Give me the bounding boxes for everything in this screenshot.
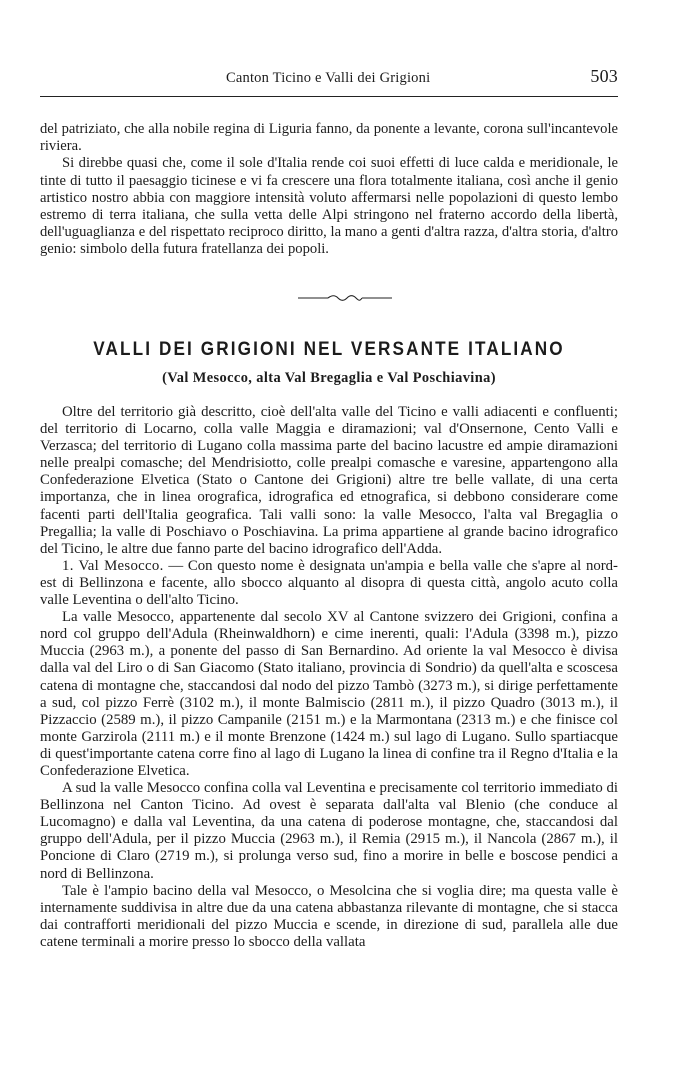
intro-text [40, 121, 618, 259]
item-heading: 1. Val Mesocco. [62, 557, 164, 574]
page-number: 503 [590, 66, 618, 86]
intro-paragraph: Si direbbe quasi che, come il sole d'Italia rende coi suoi effetti di luce calda e meridionale, le tinte di tutto il paesaggio ticinese e vi fa crescere una flora totalmente italiana, così anche il genio artistico nostro abbia con maggiore intensità voluto affermarsi nelle popolazioni di questo lembo estremo di terra italiana, che sulla vetta delle Alpi stringono nel fraterno accordo della libertà, dell'uguaglianza e del rispettato reciproco diritto, la mano a genti d'altra razza, d'altra storia, d'altro genio: simbolo della futura fratellanza dei popoli. [40, 155, 618, 258]
section-divider-ornament [298, 294, 392, 302]
running-title: Canton Ticino e Valli dei Grigioni [226, 70, 431, 86]
body-paragraph: A sud la valle Mesocco confina colla val Leventina e precisamente col territorio immediato di Bellinzona nel Canton Ticino. Ad ovest è separata dall'alta val Blenio (che conduce al Lucomagno) e dalla val Leventina, da una catena di poderose montagne, che, staccandosi dal gruppo dell'Adula, per il pizzo Muccia (2963 m.), il Remia (2915 m.), il Nancola (2867 m.), il Poncione di Claro (2719 m.), si prolunga verso sud, fino a morire in belle e boscose pendici a nord di Bellinzona. [40, 780, 618, 882]
numbered-item-paragraph [40, 558, 618, 609]
body-paragraph: Oltre del territorio già descritto, cioè dell'alta valle del Ticino e valli adiacenti e confluenti; del territorio di Locarno, colla valle Maggia e diramazioni; val d'Onsernone, Cento Valli e Verzasca; del territorio di Lugano colla massima parte del bacino lacustre ed ampie diramazioni nelle prealpi comasche; del Mendrisiotto, colle prealpi comasche e varesine, appartengono alla Confederazione Elvetica (Stato o Cantone dei Grigioni) altre tre belle vallate, di una certa importanza, che in linea orografica, idrografica ed etnografica, si debbono considerare come facenti parti dell'Italia geografica. Tali valli sono: la valle Mesocco, l'alta val Bregaglia o Pregallia; la valle di Poschiavo o Poschiavina. La prima appartiene al grande bacino idrografico del Ticino, le altre due fanno parte del bacino idrografico dell'Adda. [40, 404, 618, 557]
header-rule [40, 96, 618, 97]
item-text: — Con questo nome è designata un'ampia e bella valle che s'apre al nord-est di Bellinzona e facente, allo sbocco alquanto al disopra di questa città, angolo acuto colla valle Leventina o dell'alto Ticino. [40, 557, 618, 609]
body-paragraph: La valle Mesocco, appartenente dal secolo XV al Cantone svizzero dei Grigioni, confina a nord col gruppo dell'Adula (Rheinwaldhorn) e cime inerenti, quali: l'Adula (3398 m.), pizzo Muccia (2963 m.), a ponente del passo di San Bernardino. Ad oriente la val Mesocco è divisa dalla val del Liro o di San Giacomo (Stato italiano, provincia di Sondrio) da quell'alta e scoscesa catena di montagne che, staccandosi dal nodo del pizzo Tambò (3273 m.), si dirige perfettamente a sud, col pizzo Ferrè (3102 m.), il monte Balmiscio (2811 m.), il pizzo Quadro (3013 m.), il Pizzaccio (2589 m.), il pizzo Campanile (2151 m.) e la Marmontana (2313 m.) e che finisce col monte Garzirola (2111 m.) e il monte Brenzone (1424 m.) sul lago di Lugano. Sullo spartiacque di quest'importante catena corre fino al lago di Lugano la linea di confine tra il Regno d'Italia e la Confederazione Elvetica. [40, 609, 618, 779]
section-title: VALLI DEI GRIGIONI NEL VERSANTE ITALIANO [93, 338, 565, 360]
section-subtitle: (Val Mesocco, alta Val Bregaglia e Val Poschiavina) [162, 370, 496, 386]
section-body [40, 404, 618, 951]
body-paragraph: Tale è l'ampio bacino della val Mesocco, o Mesolcina che si voglia dire; ma questa valle è internamente suddivisa in altre due da una catena abbastanza rilevante di montagne, che si stacca dai contrafforti meridionali del pizzo Muccia e scende, in direzione di sud, parallela alle due catene terminali a morire presso lo sbocco della vallata [40, 882, 618, 950]
intro-paragraph-continued: del patriziato, che alla nobile regina di Liguria fanno, da ponente a levante, corona sull'incantevole riviera. [40, 121, 618, 155]
running-head [40, 66, 618, 90]
